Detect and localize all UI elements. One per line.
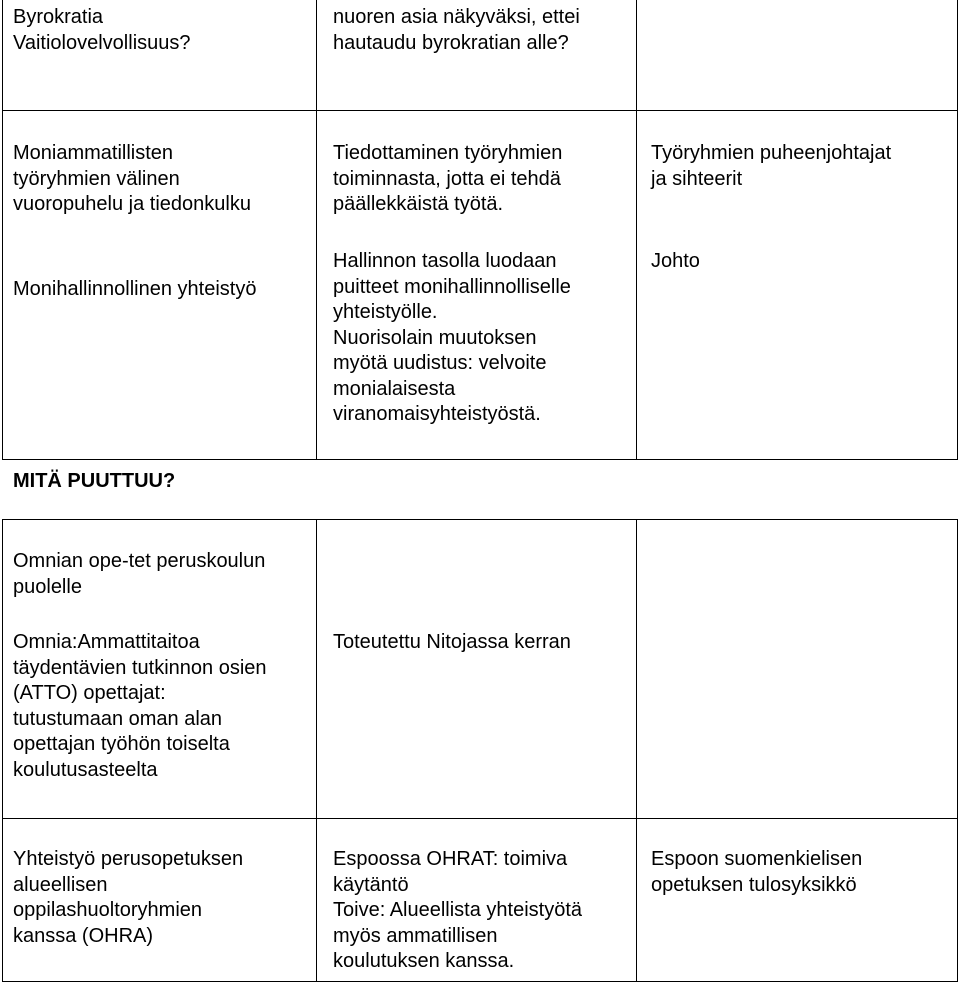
table-bottom-row-divider — [2, 818, 958, 819]
top-row2-col3: Työryhmien puheenjohtajat ja sihteerit — [651, 142, 892, 190]
table-top-border-right — [957, 0, 958, 460]
table-top-border-left — [2, 0, 3, 460]
table-bottom-border-right — [957, 519, 958, 982]
top-row1-col1: Byrokratia Vaitiolovelvollisuus? — [13, 6, 191, 54]
top-row2-col1: Moniammatillisten työryhmien välinen vuoropuhelu ja tiedonkulku — [13, 142, 251, 215]
section-heading: MITÄ PUUTTUU? — [13, 470, 176, 492]
bottom-row3-col1: Yhteistyö perusopetuksen alueellisen oppilashuoltoryhmien kanssa (OHRA) — [13, 848, 244, 947]
table-top-border-bottom — [2, 459, 958, 460]
table-bottom-divider-2 — [636, 519, 637, 982]
bottom-row3-col3: Espoon suomenkielisen opetuksen tulosyksikkö — [651, 848, 863, 896]
table-top-divider-1 — [316, 0, 317, 460]
table-top-row-divider — [2, 110, 958, 111]
top-row3-col1: Monihallinnollinen yhteistyö — [13, 278, 257, 300]
top-row3-col3: Johto — [651, 250, 700, 272]
top-row2-col2: Tiedottaminen työryhmien toiminnasta, jotta ei tehdä päällekkäistä työtä. — [333, 142, 563, 215]
bottom-row1-col1: Omnian ope-tet peruskoulun puolelle — [13, 550, 266, 598]
table-bottom-border-top — [2, 519, 958, 520]
table-top-divider-2 — [636, 0, 637, 460]
bottom-row2-col2: Toteutettu Nitojassa kerran — [333, 631, 571, 653]
table-bottom-border-bottom — [2, 981, 958, 982]
bottom-row3-col2: Espoossa OHRAT: toimiva käytäntö Toive: Alueellista yhteistyötä myös ammatillisen koulutuksen kanssa. — [333, 848, 583, 972]
table-bottom-divider-1 — [316, 519, 317, 982]
table-bottom-border-left — [2, 519, 3, 982]
top-row1-col2: nuoren asia näkyväksi, ettei hautaudu byrokratian alle? — [333, 6, 580, 54]
bottom-row2-col1: Omnia:Ammattitaitoa täydentävien tutkinnon osien (ATTO) opettajat: tutustumaan oman alan opettajan työhön toiselta koulutusasteelta — [13, 631, 267, 781]
top-row3-col2: Hallinnon tasolla luodaan puitteet monihallinnolliselle yhteistyölle. Nuorisolain muutoksen myötä uudistus: velvoite monialaisesta viranomaisyhteistyöstä. — [333, 250, 571, 425]
